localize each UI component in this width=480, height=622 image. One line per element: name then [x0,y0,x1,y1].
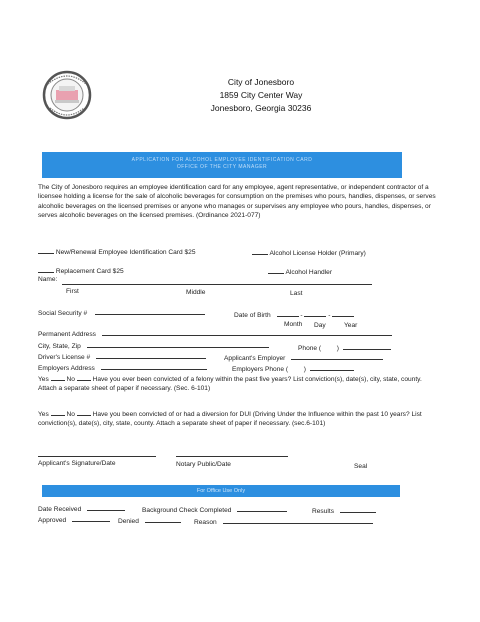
dob-row [234,309,354,320]
results-label: Results [312,508,334,515]
option-handler-label: Alcohol Handler [285,269,333,276]
applicant-signature-field[interactable] [38,456,156,457]
notary-signature-field[interactable] [176,456,288,457]
seal-label: Seal [354,463,368,470]
option-license-holder-label: Alcohol License Holder (Primary) [269,250,366,257]
dui-yes-blank[interactable] [51,408,65,416]
denied-label: Denied [118,518,139,525]
background-check-row [142,504,287,515]
employers-phone-label: Employers Phone ( [232,366,289,373]
notary-signature-label: Notary Public/Date [176,461,231,468]
felony-question-text: Have you ever been convicted of a felony within the past five years? List conviction(s), date(s), city, state, county. Attach a separate sheet of paper if necessary. (Sec. 6-101) [38,376,422,393]
background-check-label: Background Check Completed [142,507,232,514]
employers-phone-close: ) [303,366,306,373]
dob-year-field[interactable] [332,309,354,317]
felony-yes-blank[interactable] [51,373,65,381]
city-location: Jonesboro, Georgia 30236 [210,103,312,113]
approved-field[interactable] [72,514,110,522]
approved-label: Approved [38,517,67,524]
name-middle-caption: Middle [186,289,206,296]
dob-day-caption: Day [314,322,326,329]
dob-year-caption: Year [344,322,358,329]
date-received-field[interactable] [87,503,125,511]
approved-row [38,514,110,525]
reason-field[interactable] [223,516,373,524]
dob-label: Date of Birth [234,312,271,319]
option-handler[interactable] [268,266,332,277]
reason-label: Reason [194,519,217,526]
city-header [176,76,346,115]
option-license-holder-blank[interactable] [252,247,268,255]
office-use-banner: For Office Use Only [42,485,400,497]
dui-question [38,408,450,429]
option-replacement-label: Replacement Card $25 [55,268,124,275]
denied-field[interactable] [145,515,181,523]
dob-dash-1: - [300,312,303,319]
option-new-renewal-blank[interactable] [38,246,54,254]
option-handler-blank[interactable] [268,266,284,274]
form-subtitle: OFFICE OF THE CITY MANAGER [176,164,268,170]
employers-address-label: Employers Address [38,365,95,372]
background-check-field[interactable] [237,504,287,512]
city-state-zip-label: City, State, Zip [38,343,81,350]
name-label: Name: [38,276,58,283]
city-state-zip-row [38,340,269,351]
phone-label: Phone ( [298,345,322,352]
phone-field[interactable] [343,342,391,350]
ssn-field[interactable] [95,307,205,315]
license-row [38,351,206,362]
city-street: 1859 City Center Way [219,90,303,100]
ssn-row [38,307,205,318]
phone-close: ) [336,345,339,352]
option-new-renewal[interactable] [38,246,196,257]
license-field[interactable] [96,351,206,359]
dob-day-field[interactable] [304,309,326,317]
city-state-zip-field[interactable] [87,340,269,348]
permanent-address-row [38,328,392,339]
option-license-holder[interactable] [252,247,366,258]
intro-paragraph: The City of Jonesboro requires an employee identification card for any employee, agent representative, or independent contractor of a licensee holding a license for the sale of alcoholic beverages for consumption on the premises who pours, handles, dispenses, or serves alcoholic beverages on the licensed premises or anyone who manages or supervises any employee who pours, handles, dispenses, or serves alcoholic beverages on the licensed premises. (Ordinance 2021-077) [38,184,436,220]
city-name: City of Jonesboro [227,77,295,87]
employers-phone-field[interactable] [310,363,354,371]
results-field[interactable] [340,505,376,513]
felony-question [38,373,440,394]
employers-address-field[interactable] [101,362,207,370]
form-title-banner [42,152,402,178]
dui-no-blank[interactable] [77,408,91,416]
date-received-row [38,503,125,514]
option-replacement-blank[interactable] [38,265,54,273]
felony-no-label: No [66,376,75,383]
license-label: Driver's License # [38,354,91,361]
form-title: APPLICATION FOR ALCOHOL EMPLOYEE IDENTIFICATION CARD [131,157,313,163]
option-new-renewal-label: New/Renewal Employee Identification Card $25 [55,249,196,256]
dob-month-field[interactable] [277,309,299,317]
dob-dash-2: - [328,312,331,319]
name-field[interactable] [62,284,372,285]
denied-row [118,515,181,526]
applicant-signature-label: Applicant's Signature/Date [38,460,116,467]
dob-month-caption: Month [284,321,303,328]
ssn-label: Social Security # [38,310,88,317]
permanent-address-label: Permanent Address [38,331,96,338]
employer-field[interactable] [291,352,383,360]
date-received-label: Date Received [38,506,82,513]
dui-yes-label: Yes [38,411,49,418]
permanent-address-field[interactable] [102,328,392,336]
dui-no-label: No [66,411,75,418]
felony-no-blank[interactable] [77,373,91,381]
employer-label: Applicant's Employer [224,355,286,362]
city-seal-icon [42,70,92,120]
reason-row [194,516,373,527]
felony-yes-label: Yes [38,376,49,383]
employer-row [224,352,383,363]
name-first-caption: First [66,288,79,295]
results-row [312,505,376,516]
employers-address-row [38,362,207,373]
dui-question-text: Have you been convicted of or had a diversion for DUI (Driving Under the Influence within the past 10 years? List conviction(s), date(s), city, state, county. Attach a separate sheet of paper if necessary. (sec.6-101) [38,411,422,428]
name-last-caption: Last [290,290,303,297]
